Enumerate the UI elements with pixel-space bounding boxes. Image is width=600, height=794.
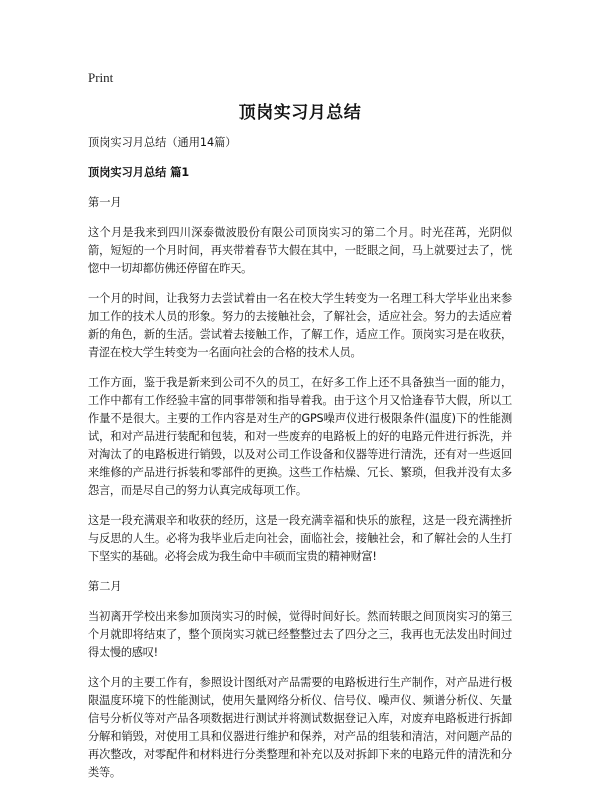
paragraph: 当初离开学校出来参加顶岗实习的时候，觉得时间好长。然而转眼之间顶岗实习的第三个月就即将结束了，整个顶岗实习就已经整整过去了四分之三，我再也无法发出时间过得太慢的感叹!: [88, 610, 512, 659]
month1-heading: 第一月: [88, 196, 122, 209]
print-link[interactable]: Print: [88, 70, 114, 85]
paragraph: 工作方面，鉴于我是新来到公司不久的员工，在好多工作上还不具备独当一面的能力，工作中都有工作经验丰富的同事带领和指导着我。由于这个月又恰逢春节大假，所以工作量不是很大。主要的工作内容是对生产的GPS噪声仪进行极限条件(温度)下的性能测试，和对产品进行装配和包装，和对一些废弃的电路板上的好的电路元件进行拆洗，并对淘汰了的电路板进行销毁，以及对公司工作设备和仪器等进行清洗，还有对一些返回来维修的产品进行拆装和零部件的更换。这些工作枯燥、冗长、繁琐，但我并没有太多怨言，而是尽自己的努力认真完成每项工作。: [88, 376, 512, 497]
paragraph: 这是一段充满艰辛和收获的经历，这是一段充满幸福和快乐的旅程，这是一段充满挫折与反思的人生。必将为我毕业后走向社会，面临社会，接触社会，和了解社会的人生打下坚实的基础。必将会成为我生命中丰硕而宝贵的精神财富!: [88, 514, 512, 563]
document-body: [88, 134, 512, 794]
paragraph: 一个月的时间，让我努力去尝试着由一名在校大学生转变为一名理工科大学毕业出来参加工作的技术人员的形象。努力的去接触社会，了解社会，适应社会。努力的去适应着新的角色，新的生活。尝试着去接触工作，了解工作，适应工作。顶岗实习是在收获，青涩在校大学生转变为一名面向社会的合格的技术人员。: [88, 292, 512, 359]
month2-heading: 第二月: [88, 580, 122, 593]
document-subtitle: 顶岗实习月总结（通用14篇）: [88, 136, 237, 149]
page-title: 顶岗实习月总结: [238, 103, 362, 123]
section-heading: 顶岗实习月总结 篇1: [88, 166, 190, 179]
paragraph: 这个月的主要工作有，参照设计图纸对产品需要的电路板进行生产制作，对产品进行极限温度环境下的性能测试，使用矢量网络分析仪、信号仪、噪声仪、频谱分析仪、矢量信号分析仪等对产品各项数据进行测试并将测试数据登记入库，对废弃电路板进行拆卸分解和销毁，对使用工具和仪器进行维护和保养，对产品的组装和清洁，对问题产品的再次整改，对零配件和材料进行分类整理和补充以及对拆卸下来的电路元件的清洗和分类等。: [88, 676, 512, 779]
paragraph: 这个月是我来到四川深泰微波股份有限公司顶岗实习的第二个月。时光荏苒，光阴似箭，短短的一个月时间，再夹带着春节大假在其中，一眨眼之间，马上就要过去了，恍惚中一切却都仿佛还停留在昨天。: [88, 226, 512, 275]
